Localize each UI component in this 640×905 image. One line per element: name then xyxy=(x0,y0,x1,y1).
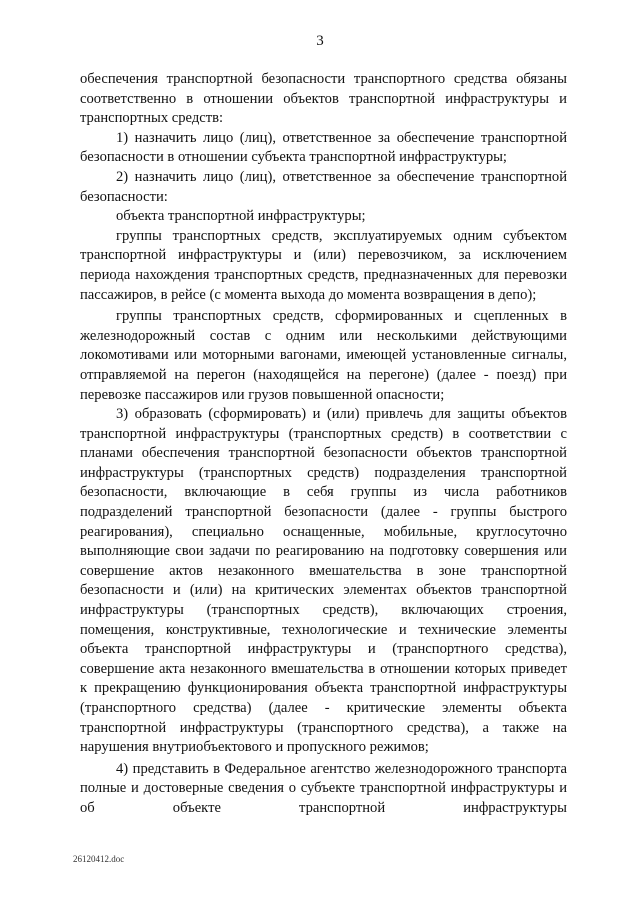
paragraph-item-4: 4) представить в Федеральное агентство железнодорожного транспорта полные и достоверные сведения о субъекте транспортной инфраструктуры и об объекте транспортной инфраструктуры xyxy=(80,760,567,816)
paragraph-item-3: 3) образовать (сформировать) и (или) привлечь для защиты объектов транспортной инфраструктуры (транспортных средств) в соответствии с планами обеспечения транспортной безопасности объектов транспортной инфраструктуры (транспортных средств) подразделения транспортной безопасности, включающие в себя группы из числа работников подразделений транспортной безопасности (далее - группы быстрого реагирования), специально оснащенные, мобильные, круглосуточно выполняющие свои задачи по реагированию на подготовку совершения или совершение актов незаконного вмешательства в зоне транспортной безопасности и (или) на критических элементах объектов транспортной инфраструктуры (транспортных средств), включающих строения, помещения, конструктивные, технологические и технические элементы объекта транспортной инфраструктуры и (транспортного средства), совершение акта незаконного вмешательства в отношении которых приведет к прекращению функционирования объекта транспортной инфраструктуры (транспортного средства) (далее - критические элементы объекта транспортной инфраструктуры (транспортного средства), а также на нарушения внутриобъектового и пропускного режимов; xyxy=(80,406,567,756)
paragraph-item-2-object: объекта транспортной инфраструктуры; xyxy=(116,208,366,225)
page-number: 3 xyxy=(316,33,324,49)
paragraph-item-2-vehicle-group: группы транспортных средств, эксплуатируемых одним субъектом транспортной инфраструктуры и (или) перевозчиком, за исключением периода нахождения транспортных средств, предназначенных для перевозки пассажиров, в рейсе (с момента выхода до момента возвращения в депо); xyxy=(80,227,567,303)
paragraph-item-2-train: группы транспортных средств, сформированных и сцепленных в железнодорожный состав с одним или несколькими действующими локомотивами или моторными вагонами, имеющей установленные сигналы, отправляемой на перегон (находящейся на перегоне) (далее - поезд) при перевозке пассажиров или грузов повышенной опасности; xyxy=(80,308,567,403)
footer-filename: 26120412.doc xyxy=(73,854,125,864)
paragraph-item-1: 1) назначить лицо (лиц), ответственное за обеспечение транспортной безопасности в отношении субъекта транспортной инфраструктуры; xyxy=(80,129,567,166)
document-body xyxy=(80,70,567,819)
paragraph-item-2: 2) назначить лицо (лиц), ответственное за обеспечение транспортной безопасности: xyxy=(80,168,567,205)
paragraph-intro: обеспечения транспортной безопасности транспортного средства обязаны соответственно в отношении объектов транспортной инфраструктуры и транспортных средств: xyxy=(80,71,567,127)
